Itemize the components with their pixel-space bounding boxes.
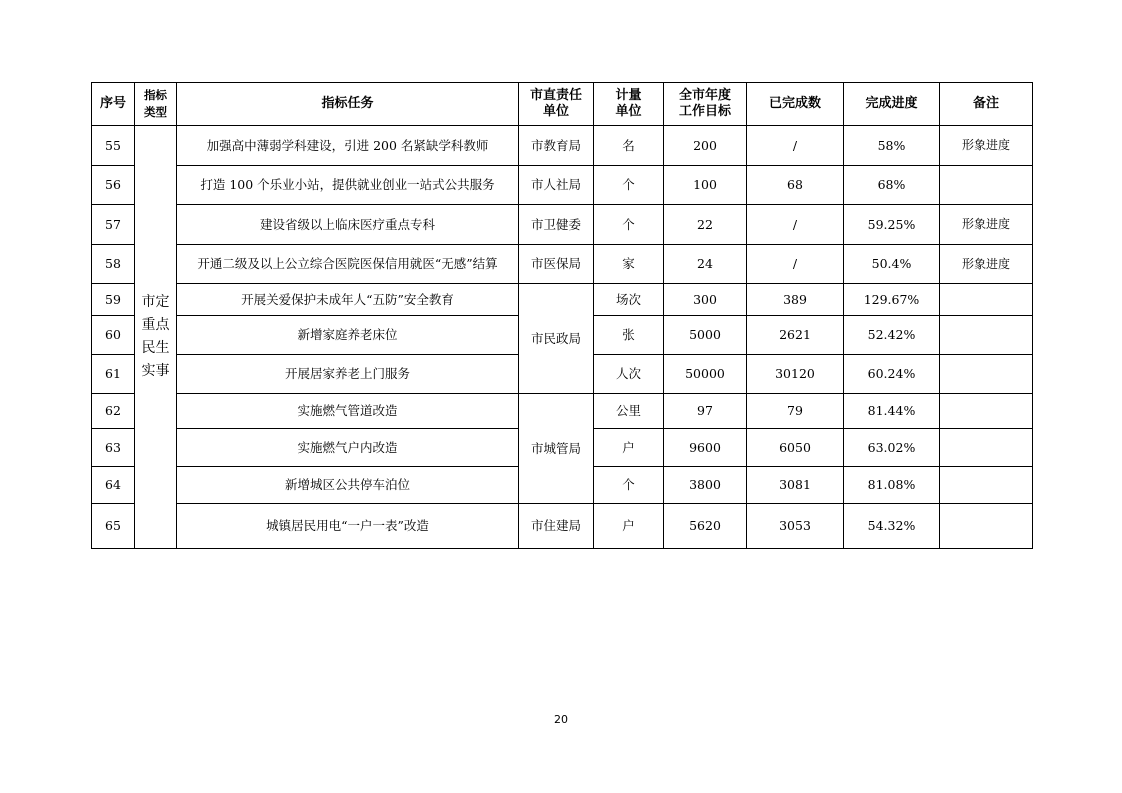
header-type-line1: 指标 (144, 87, 167, 102)
row-measure: 名 (594, 126, 664, 166)
row-measure: 公里 (594, 394, 664, 429)
row-seq: 59 (92, 284, 135, 316)
row-note: 形象进度 (940, 245, 1033, 284)
row-note (940, 355, 1033, 394)
row-note (940, 284, 1033, 316)
row-seq: 64 (92, 467, 135, 504)
header-unit-line2: 单位 (542, 104, 569, 119)
row-seq: 61 (92, 355, 135, 394)
row-task: 新增家庭养老床位 (177, 316, 519, 355)
row-done: 6050 (747, 429, 844, 467)
table-row (92, 245, 1033, 284)
row-done: 3053 (747, 504, 844, 549)
row-done: / (747, 245, 844, 284)
row-seq: 65 (92, 504, 135, 549)
page-number: 20 (554, 713, 568, 726)
row-measure: 场次 (594, 284, 664, 316)
row-target: 9600 (664, 429, 747, 467)
header-seq: 序号 (92, 83, 135, 126)
row-progress: 50.4% (844, 245, 940, 284)
row-task: 加强高中薄弱学科建设，引进 200 名紧缺学科教师 (177, 126, 519, 166)
row-measure: 人次 (594, 355, 664, 394)
row-seq: 63 (92, 429, 135, 467)
row-measure: 户 (594, 429, 664, 467)
row-done: 68 (747, 166, 844, 205)
header-measure-line1: 计量 (615, 87, 642, 103)
row-unit: 市人社局 (519, 166, 594, 205)
table-row (92, 284, 1033, 316)
row-progress: 81.44% (844, 394, 940, 429)
row-measure: 家 (594, 245, 664, 284)
header-unit-line1: 市直责任 (529, 87, 582, 103)
row-done: 389 (747, 284, 844, 316)
header-measure (594, 83, 664, 126)
row-unit: 市民政局 (519, 284, 594, 394)
row-progress: 81.08% (844, 467, 940, 504)
table-header-row (92, 83, 1033, 126)
row-progress: 129.67% (844, 284, 940, 316)
row-task: 开通二级及以上公立综合医院医保信用就医“无感”结算 (177, 245, 519, 284)
table-row (92, 504, 1033, 549)
row-done: 3081 (747, 467, 844, 504)
row-progress: 63.02% (844, 429, 940, 467)
row-progress: 68% (844, 166, 940, 205)
row-unit: 市城管局 (519, 394, 594, 504)
row-seq: 58 (92, 245, 135, 284)
row-task: 开展关爱保护未成年人“五防”安全教育 (177, 284, 519, 316)
row-target: 5620 (664, 504, 747, 549)
progress-table (91, 82, 1033, 549)
row-task: 城镇居民用电“一户一表”改造 (177, 504, 519, 549)
row-progress: 58% (844, 126, 940, 166)
header-target (664, 83, 747, 126)
row-note: 形象进度 (940, 205, 1033, 245)
row-task: 打造 100 个乐业小站，提供就业创业一站式公共服务 (177, 166, 519, 205)
row-done: / (747, 126, 844, 166)
table-row (92, 126, 1033, 166)
row-target: 24 (664, 245, 747, 284)
header-measure-line2: 单位 (615, 104, 642, 119)
row-measure: 个 (594, 205, 664, 245)
row-target: 5000 (664, 316, 747, 355)
header-target-line2: 工作目标 (678, 104, 731, 119)
row-unit: 市医保局 (519, 245, 594, 284)
row-note (940, 467, 1033, 504)
row-task: 实施燃气户内改造 (177, 429, 519, 467)
row-progress: 59.25% (844, 205, 940, 245)
row-task: 实施燃气管道改造 (177, 394, 519, 429)
row-unit: 市卫健委 (519, 205, 594, 245)
row-progress: 52.42% (844, 316, 940, 355)
header-target-line1: 全市年度 (678, 87, 731, 103)
header-unit (519, 83, 594, 126)
header-task: 指标任务 (177, 83, 519, 126)
category-cell (135, 126, 177, 549)
row-unit: 市住建局 (519, 504, 594, 549)
row-target: 100 (664, 166, 747, 205)
row-seq: 62 (92, 394, 135, 429)
row-task: 开展居家养老上门服务 (177, 355, 519, 394)
row-seq: 56 (92, 166, 135, 205)
row-note (940, 166, 1033, 205)
table-row (92, 205, 1033, 245)
row-progress: 60.24% (844, 355, 940, 394)
row-measure: 张 (594, 316, 664, 355)
row-done: 79 (747, 394, 844, 429)
row-note: 形象进度 (940, 126, 1033, 166)
row-note (940, 316, 1033, 355)
row-measure: 个 (594, 166, 664, 205)
table-row (92, 394, 1033, 429)
row-target: 50000 (664, 355, 747, 394)
header-note: 备注 (940, 83, 1033, 126)
row-done: / (747, 205, 844, 245)
row-target: 3800 (664, 467, 747, 504)
row-target: 97 (664, 394, 747, 429)
header-type-line2: 类型 (144, 105, 167, 119)
row-target: 300 (664, 284, 747, 316)
row-done: 30120 (747, 355, 844, 394)
table-row (92, 166, 1033, 205)
header-progress: 完成进度 (844, 83, 940, 126)
row-note (940, 394, 1033, 429)
progress-table-container (91, 82, 1033, 549)
row-target: 22 (664, 205, 747, 245)
category-label: 市定重点民生实事 (141, 293, 170, 380)
row-progress: 54.32% (844, 504, 940, 549)
row-note (940, 429, 1033, 467)
header-done: 已完成数 (747, 83, 844, 126)
row-seq: 57 (92, 205, 135, 245)
row-target: 200 (664, 126, 747, 166)
row-measure: 户 (594, 504, 664, 549)
row-done: 2621 (747, 316, 844, 355)
header-type (135, 83, 177, 126)
row-seq: 60 (92, 316, 135, 355)
row-measure: 个 (594, 467, 664, 504)
row-seq: 55 (92, 126, 135, 166)
row-task: 新增城区公共停车泊位 (177, 467, 519, 504)
row-unit: 市教育局 (519, 126, 594, 166)
row-task: 建设省级以上临床医疗重点专科 (177, 205, 519, 245)
row-note (940, 504, 1033, 549)
